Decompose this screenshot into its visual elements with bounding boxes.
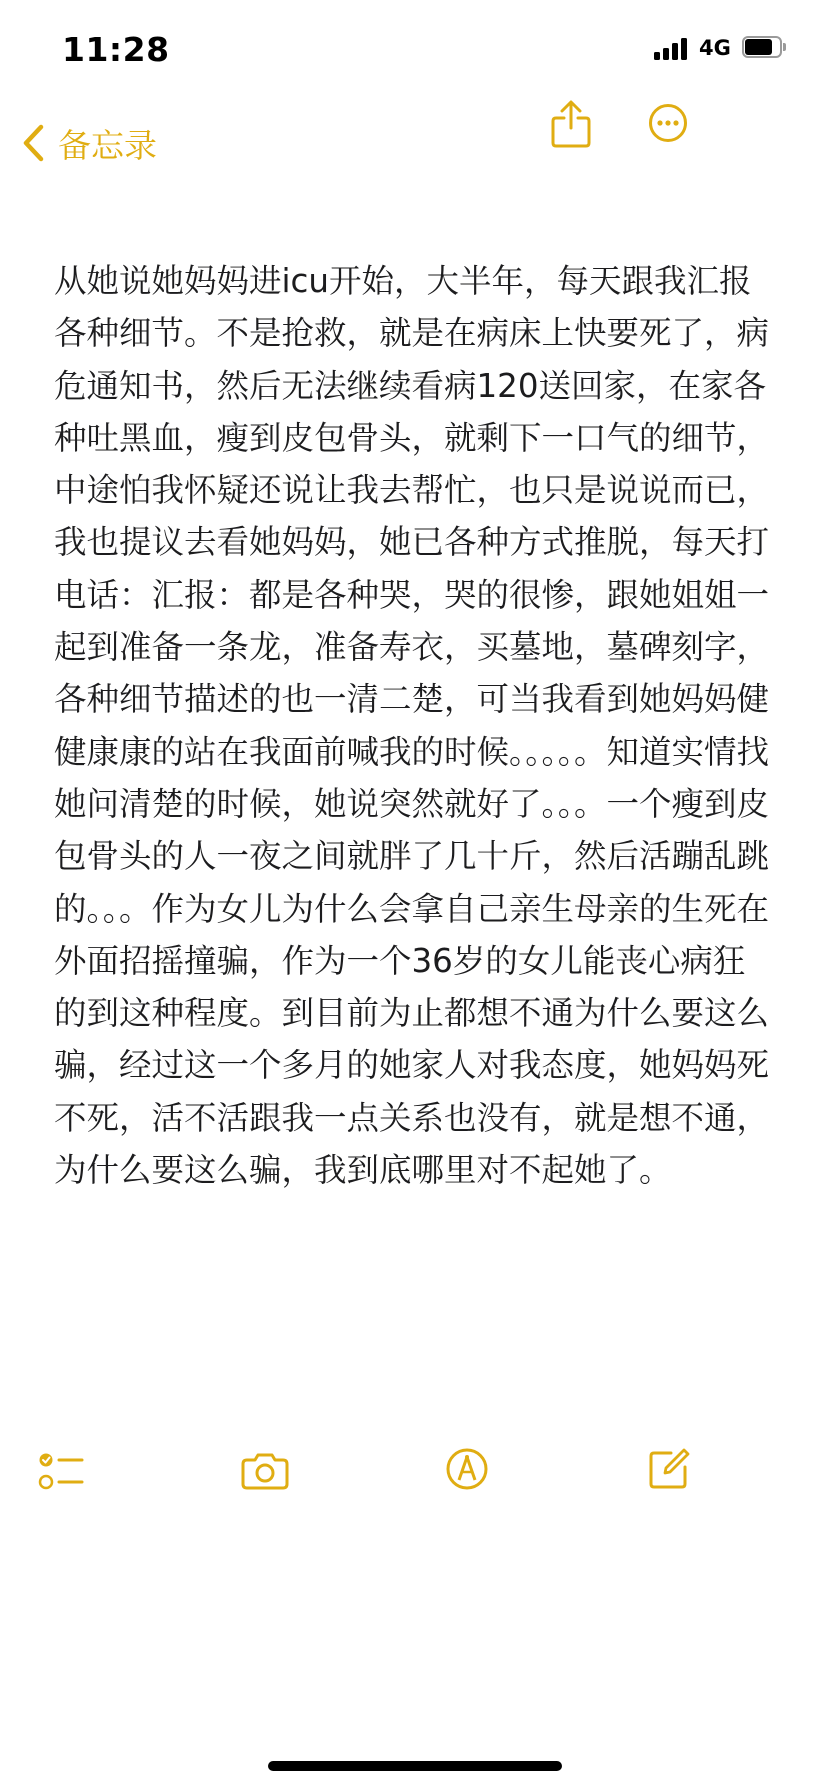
more-icon [648, 103, 688, 143]
back-button[interactable] [22, 118, 157, 168]
camera-icon [241, 1452, 289, 1490]
markup-icon [446, 1448, 488, 1490]
back-label: 备忘录 [58, 125, 157, 165]
markup-button[interactable] [446, 1448, 488, 1490]
battery-icon [742, 36, 786, 60]
status-time: 11:28 [62, 30, 170, 69]
chevron-left-icon [22, 124, 44, 162]
checklist-icon [38, 1450, 84, 1492]
share-icon [550, 100, 592, 148]
home-indicator[interactable] [268, 1761, 562, 1771]
nav-bar [0, 100, 828, 190]
checklist-button[interactable] [38, 1450, 84, 1492]
more-button[interactable] [648, 103, 688, 143]
network-type: 4G [699, 36, 731, 60]
note-body[interactable]: 从她说她妈妈进icu开始，大半年，每天跟我汇报各种细节。不是抢救，就是在病床上快要死了，病危通知书，然后无法继续看病120送回家，在家各种吐黑血，瘦到皮包骨头，就剩下一口气的细节，中途怕我怀疑还说让我去帮忙，也只是说说而已，我也提议去看她妈妈，她已各种方式推脱，每天打电话：汇报：都是各种哭，哭的很惨，跟她姐姐一起到准备一条龙，准备寿衣，买墓地，墓碑刻字，各种细节描述的也一清二楚，可当我看到她妈妈健健康康的站在我面前喊我的时候。。。。。知道实情找她问清楚的时候，她说突然就好了。。。一个瘦到皮包骨头的人一夜之间就胖了几十斤，然后活蹦乱跳的。。。作为女儿为什么会拿自己亲生母亲的生死在外面招摇撞骗，作为一个36岁的女儿能丧心病狂的到这种程度。到目前为止都想不通为什么要这么骗，经过这一个多月的她家人对我态度，她妈妈死不死，活不活跟我一点关系也没有，就是想不通，为什么要这么骗，我到底哪里对不起她了。 [54, 262, 770, 1190]
compose-button[interactable] [647, 1447, 691, 1491]
camera-button[interactable] [241, 1452, 289, 1490]
status-bar [0, 0, 828, 100]
cellular-signal-icon [654, 38, 692, 60]
share-button[interactable] [550, 100, 592, 148]
compose-icon [647, 1447, 691, 1491]
